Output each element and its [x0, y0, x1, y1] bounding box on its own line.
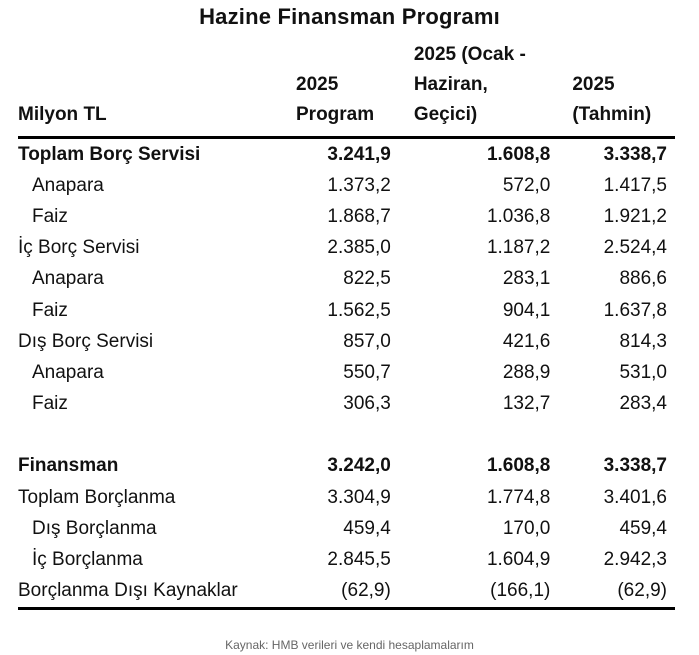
- spacer-cell: [18, 420, 675, 451]
- row-value: 1.373,2: [327, 174, 391, 196]
- row-value: 1.608,8: [486, 455, 551, 477]
- row-value: 2.942,3: [603, 549, 667, 571]
- row-label: İç Borçlanma: [32, 549, 143, 571]
- row-value: 1.868,7: [327, 205, 391, 227]
- row-label: Toplam Borçlanma: [18, 486, 176, 508]
- table-row: [18, 544, 675, 575]
- row-label: Anapara: [32, 268, 104, 290]
- table-row: [18, 576, 675, 609]
- table-row: [18, 451, 675, 482]
- row-value: 459,4: [343, 517, 391, 539]
- row-value: 306,3: [343, 393, 391, 415]
- table-row: [18, 513, 675, 544]
- row-label: Faiz: [32, 299, 68, 321]
- source-note: Kaynak: HMB verileri ve kendi hesaplamalarım: [225, 638, 474, 652]
- row-value: 421,6: [502, 330, 551, 352]
- row-value: 904,1: [502, 299, 551, 321]
- row-value: 2.524,4: [603, 237, 667, 259]
- row-label: Faiz: [32, 393, 68, 415]
- header-line: 2025: [572, 74, 615, 95]
- row-value: 3.338,7: [603, 143, 667, 165]
- table-row: [18, 389, 675, 420]
- table-row: [18, 295, 675, 326]
- header-line: Geçici): [413, 104, 478, 125]
- header-label: Milyon TL: [18, 104, 107, 125]
- table-row: [18, 264, 675, 295]
- header-line: Program: [296, 104, 375, 125]
- table-row: [18, 201, 675, 232]
- row-value: 572,0: [502, 174, 551, 196]
- row-value: 3.338,7: [603, 455, 667, 477]
- row-label: Anapara: [32, 174, 104, 196]
- header-col-tahmin: [558, 40, 675, 138]
- row-value: (166,1): [490, 580, 551, 602]
- row-value: 1.187,2: [486, 237, 551, 259]
- row-label: Toplam Borç Servisi: [18, 143, 201, 165]
- row-value: 1.036,8: [486, 205, 551, 227]
- header-line: 2025 (Ocak -: [413, 44, 526, 65]
- header-col-ocak-haziran: [399, 40, 559, 138]
- header-line: (Tahmin): [572, 104, 652, 125]
- header-line: 2025: [296, 74, 339, 95]
- row-value: (62,9): [617, 580, 667, 602]
- table-header-row: [18, 40, 675, 138]
- row-value: 1.608,8: [486, 143, 551, 165]
- header-line: Haziran,: [413, 74, 488, 95]
- row-value: 1.604,9: [486, 549, 551, 571]
- table-row: [18, 326, 675, 357]
- header-col-program: [278, 40, 399, 138]
- row-value: 170,0: [502, 517, 551, 539]
- row-value: 2.385,0: [327, 237, 391, 259]
- table-row: [18, 170, 675, 201]
- row-value: 288,9: [502, 361, 551, 383]
- row-label: Finansman: [18, 455, 119, 477]
- row-label: Anapara: [32, 361, 104, 383]
- row-value: 3.241,9: [327, 143, 391, 165]
- row-value: 1.417,5: [603, 174, 667, 196]
- row-label: Dış Borç Servisi: [18, 330, 154, 352]
- row-value: 3.242,0: [327, 455, 391, 477]
- table-row: [18, 233, 675, 264]
- row-value: 1.637,8: [603, 299, 667, 321]
- row-label: Dış Borçlanma: [32, 517, 157, 539]
- row-value: 132,7: [502, 393, 551, 415]
- table-row: [18, 482, 675, 513]
- row-label: Faiz: [32, 205, 68, 227]
- row-value: 1.921,2: [603, 205, 667, 227]
- spacer-row: [18, 420, 675, 451]
- row-value: 3.304,9: [327, 486, 391, 508]
- row-value: 459,4: [619, 517, 667, 539]
- row-value: 550,7: [343, 361, 391, 383]
- row-value: 857,0: [343, 330, 391, 352]
- row-value: 531,0: [619, 361, 667, 383]
- row-value: 3.401,6: [603, 486, 667, 508]
- row-value: 283,1: [502, 268, 551, 290]
- row-value: 283,4: [619, 393, 667, 415]
- row-value: 822,5: [343, 268, 391, 290]
- table-row: [18, 357, 675, 388]
- row-value: (62,9): [341, 580, 391, 602]
- row-value: 1.774,8: [486, 486, 551, 508]
- row-value: 814,3: [619, 330, 667, 352]
- row-value: 2.845,5: [327, 549, 391, 571]
- table-body: [18, 138, 675, 609]
- page-title: Hazine Finansman Programı: [199, 4, 500, 29]
- row-value: 1.562,5: [327, 299, 391, 321]
- row-label: İç Borç Servisi: [18, 237, 140, 259]
- row-label: Borçlanma Dışı Kaynaklar: [18, 580, 238, 602]
- table-row: [18, 138, 675, 171]
- row-value: 886,6: [619, 268, 667, 290]
- finance-table: [18, 40, 675, 610]
